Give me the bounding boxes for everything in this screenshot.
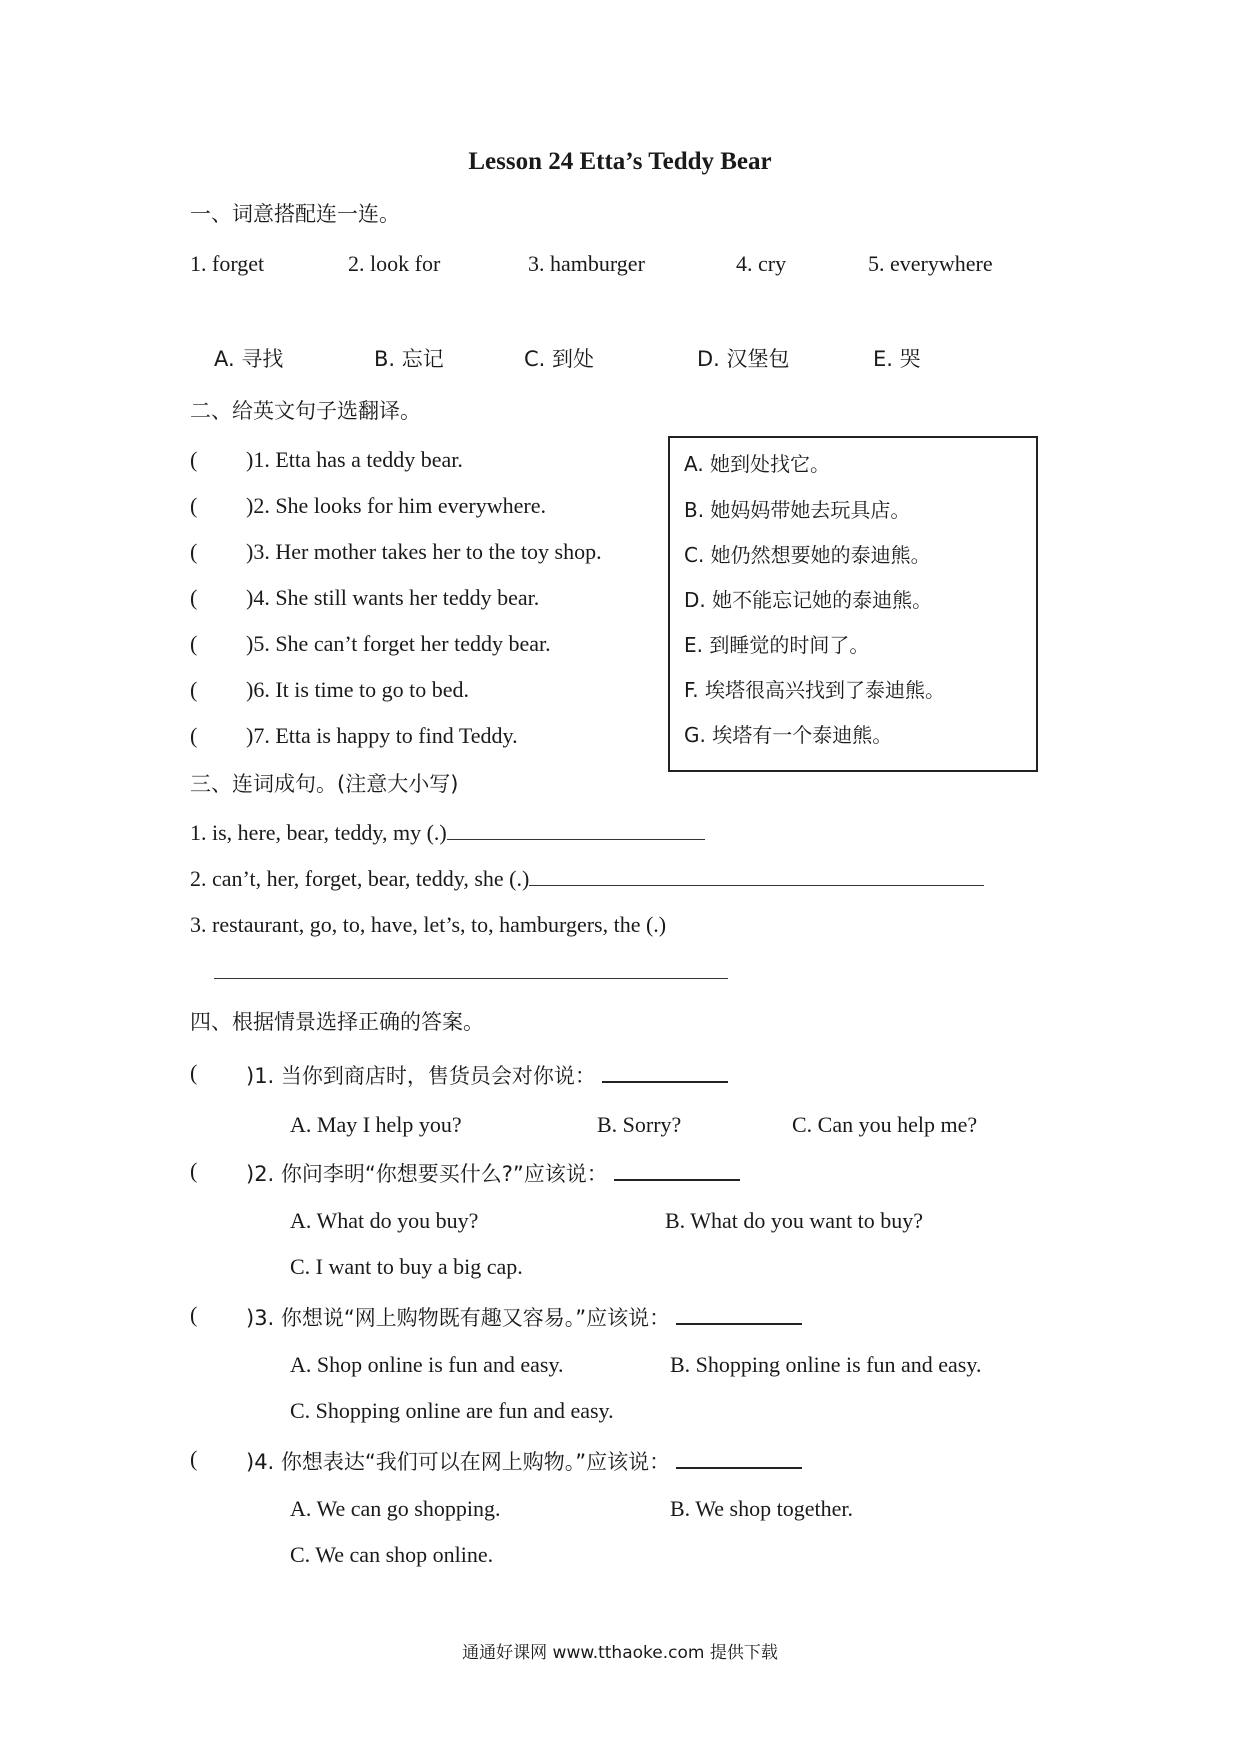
question-1 [246, 1060, 728, 1090]
answer-paren: ( [190, 447, 198, 472]
q4-option-c: C. We can shop online. [290, 1542, 494, 1567]
question-text: )4. 你想表达“我们可以在网上购物。”应该说： [246, 1450, 671, 1474]
answer-paren: ( [190, 631, 198, 656]
answer-blank[interactable] [676, 1322, 802, 1325]
question-3 [246, 1302, 802, 1332]
sentence-1: )1. Etta has a teddy bear. [246, 447, 463, 472]
q2-option-b: B. What do you want to buy? [665, 1208, 924, 1233]
section1-heading: 一、词意搭配连一连。 [190, 202, 400, 226]
q4-option-b: B. We shop together. [670, 1496, 853, 1521]
sentence-5: )5. She can’t forget her teddy bear. [246, 631, 551, 656]
meaning-b: B. 忘记 [374, 347, 444, 371]
sentence-2: )2. She looks for him everywhere. [246, 493, 546, 518]
reorder-item-2 [190, 866, 984, 892]
answer-paren: ( [190, 585, 198, 610]
q1-option-a: A. May I help you? [290, 1112, 462, 1137]
answer-paren: ( [190, 677, 198, 702]
translation-f: F. 埃塔很高兴找到了泰迪熊。 [684, 678, 946, 702]
meaning-d: D. 汉堡包 [697, 347, 790, 371]
q1-option-c: C. Can you help me? [792, 1112, 978, 1137]
meaning-a: A. 寻找 [214, 347, 284, 371]
answer-blank[interactable] [614, 1178, 740, 1181]
question-text: )1. 当你到商店时，售货员会对你说： [246, 1064, 596, 1088]
answer-paren: ( [190, 493, 198, 518]
answer-paren: ( [190, 1302, 198, 1327]
translation-box [668, 436, 1038, 772]
answer-paren: ( [190, 1446, 198, 1471]
sentence-7: )7. Etta is happy to find Teddy. [246, 723, 518, 748]
word-1: 1. forget [190, 251, 265, 276]
translation-d: D. 她不能忘记她的泰迪熊。 [684, 588, 933, 612]
translation-b: B. 她妈妈带她去玩具店。 [684, 498, 911, 522]
question-text: )2. 你问李明“你想要买什么?”应该说： [246, 1162, 608, 1186]
footer-text: 通通好课网 www.tthaoke.com 提供下载 [462, 1643, 778, 1663]
q3-option-a: A. Shop online is fun and easy. [290, 1352, 564, 1377]
sentence-4: )4. She still wants her teddy bear. [246, 585, 540, 610]
question-text: )3. 你想说“网上购物既有趣又容易。”应该说： [246, 1306, 671, 1330]
translation-a: A. 她到处找它。 [684, 452, 831, 476]
q4-option-a: A. We can go shopping. [290, 1496, 501, 1521]
reorder-item-1 [190, 820, 705, 846]
word-3: 3. hamburger [528, 251, 645, 276]
q3-option-c: C. Shopping online are fun and easy. [290, 1398, 614, 1423]
translation-g: G. 埃塔有一个泰迪熊。 [684, 723, 893, 747]
sentence-3: )3. Her mother takes her to the toy shop. [246, 539, 602, 564]
q2-option-a: A. What do you buy? [290, 1208, 479, 1233]
answer-paren: ( [190, 1158, 198, 1183]
answer-paren: ( [190, 1060, 198, 1085]
q2-option-c: C. I want to buy a big cap. [290, 1254, 523, 1279]
question-2 [246, 1158, 740, 1188]
q3-option-b: B. Shopping online is fun and easy. [670, 1352, 982, 1377]
answer-paren: ( [190, 539, 198, 564]
question-4 [246, 1446, 802, 1476]
word-2: 2. look for [348, 251, 441, 276]
page-title: Lesson 24 Etta’s Teddy Bear [468, 148, 772, 175]
translation-c: C. 她仍然想要她的泰迪熊。 [684, 543, 931, 567]
reorder-words: 1. is, here, bear, teddy, my (.) [190, 820, 447, 845]
word-5: 5. everywhere [868, 251, 993, 276]
meaning-c: C. 到处 [524, 347, 595, 371]
reorder-item-3: 3. restaurant, go, to, have, let’s, to, hamburgers, the (.) [190, 912, 667, 937]
answer-line[interactable] [447, 838, 705, 840]
answer-blank[interactable] [676, 1466, 802, 1469]
answer-line[interactable] [214, 978, 728, 979]
section4-heading: 四、根据情景选择正确的答案。 [190, 1010, 484, 1034]
q1-option-b: B. Sorry? [597, 1112, 682, 1137]
reorder-words: 2. can’t, her, forget, bear, teddy, she (.) [190, 866, 530, 891]
word-4: 4. cry [736, 251, 787, 276]
translation-e: E. 到睡觉的时间了。 [684, 633, 870, 657]
section2-heading: 二、给英文句子选翻译。 [190, 399, 421, 423]
answer-line[interactable] [529, 884, 984, 886]
answer-paren: ( [190, 723, 198, 748]
section3-heading: 三、连词成句。(注意大小写) [190, 772, 459, 796]
answer-blank[interactable] [602, 1080, 728, 1083]
meaning-e: E. 哭 [873, 347, 921, 371]
sentence-6: )6. It is time to go to bed. [246, 677, 470, 702]
